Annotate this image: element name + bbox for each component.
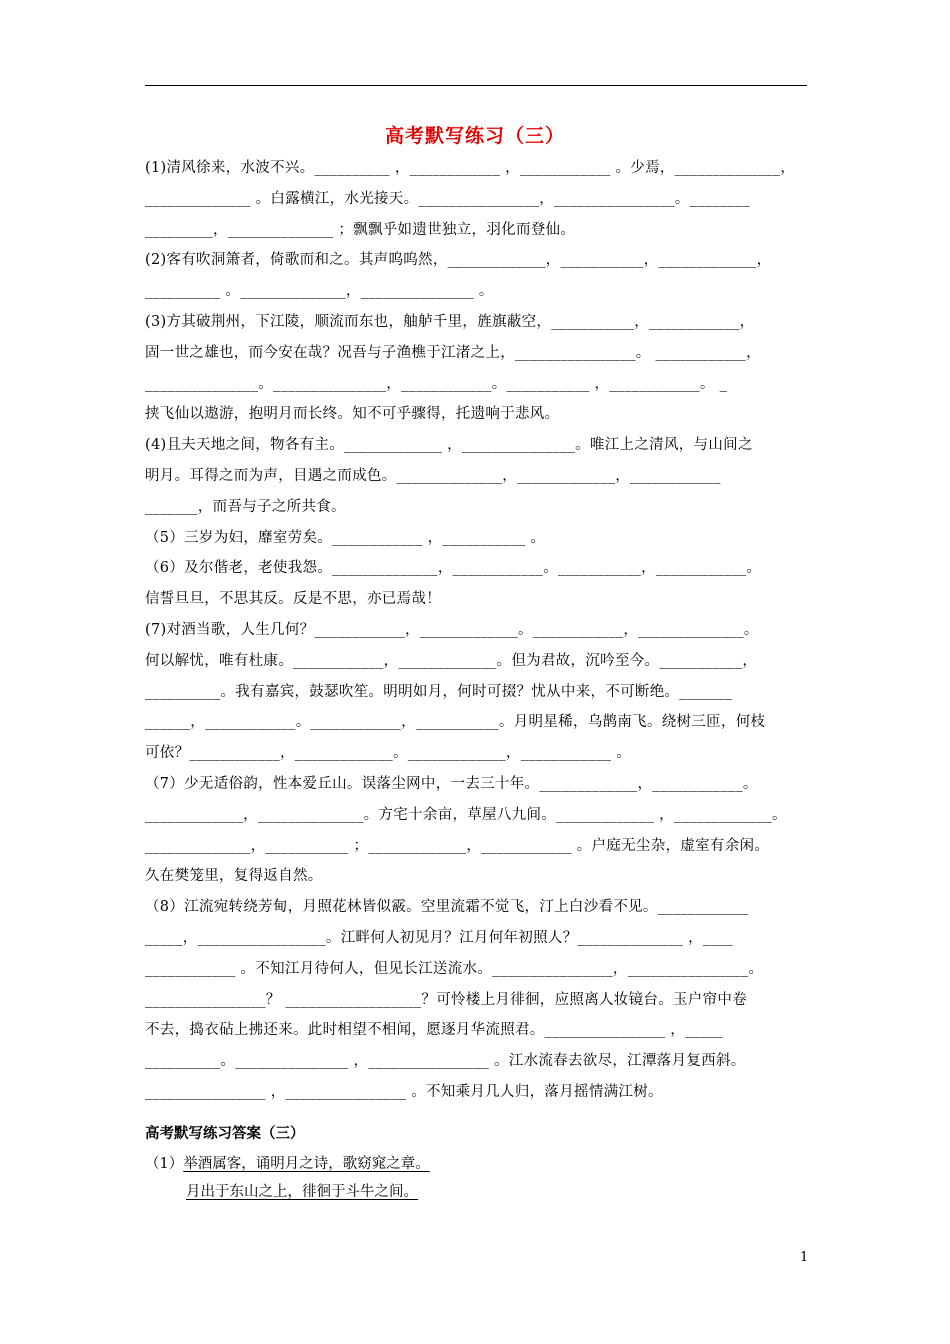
text-line: (3)方其破荆州，下江陵，顺流而东也，舳舻千里，旌旗蔽空，___________，____________， — [145, 313, 755, 330]
page-number: 1 — [800, 1250, 809, 1265]
answer-text: 月出于东山之上，徘徊于斗牛之间。 — [186, 1184, 418, 1200]
text-line: __________。_______________ ，________________ 。江水流春去欲尽，江潭落月复西斜。 — [145, 1053, 746, 1070]
text-line: 明月。耳得之而为声，目遇之而成色。______________，_____________，____________ — [145, 467, 721, 484]
text-line: （5）三岁为妇，靡室劳矣。____________ ，___________ 。 — [145, 529, 546, 546]
text-line: _______，而吾与子之所共食。 — [145, 498, 346, 515]
text-line: （7）少无适俗韵，性本爱丘山。误落尘网中，一去三十年。_____________，____________。 — [145, 775, 758, 792]
text-line: __________ 。______________，_______________ 。 — [145, 283, 494, 300]
text-line: （6）及尔偕老，老使我怨。______________，____________。___________，____________。 — [145, 560, 762, 577]
answer-item-1 — [145, 1152, 430, 1173]
page-title: 高考默写练习（三） — [384, 125, 565, 147]
text-line: 信誓旦旦，不思其反。反是不思，亦已焉哉！ — [145, 591, 441, 608]
text-line: 挟飞仙以遨游，抱明月而长终。知不可乎骤得，托遗响于悲风。 — [145, 406, 560, 423]
text-line: ________________？ __________________？可怜楼上月徘徊，应照离人妆镜台。玉户帘中卷 — [145, 991, 748, 1008]
text-line: 久在樊笼里，复得返自然。 — [145, 868, 323, 885]
answers-heading: 高考默写练习答案（三） — [145, 1126, 305, 1142]
text-line: 可依？____________，_____________。_____________，____________ 。 — [145, 745, 632, 762]
answer-label: （1） — [145, 1156, 184, 1172]
text-line: ______________，___________ ；_____________，____________ 。户庭无尘杂，虚室有余闲。 — [145, 837, 770, 854]
answer-text: 举酒属客，诵明月之诗，歌窈窕之章。 — [183, 1156, 430, 1172]
text-line: (4)且夫天地之间，物各有主。_____________ ，_______________。唯江上之清风，与山间之 — [145, 437, 753, 454]
text-line: 固一世之雄也，而今安在哉？况吾与子渔樵于江渚之上，________________。 ____________， — [145, 344, 761, 361]
text-line: __________。我有嘉宾，鼓瑟吹笙。明明如月，何时可掇？忧从中来，不可断绝。_______ — [145, 683, 733, 700]
text-line: ________________ ，________________ 。不知乘月几人归，落月摇情满江树。 — [145, 1083, 663, 1100]
text-line: 何以解忧，唯有杜康。____________，_____________。但为君故，沉吟至今。___________， — [145, 652, 758, 669]
text-line: _____，_________________。江畔何人初见月？江月何年初照人？______________ ，____ — [145, 929, 734, 946]
text-line: 不去，捣衣砧上拂还来。此时相望不相闻，愿逐月华流照君。________________ ，_____ — [145, 1022, 723, 1039]
text-line: ______________ 。白露横江，水光接天。________________，________________。________ — [145, 190, 751, 207]
header-rule — [145, 85, 807, 86]
text-line: (1)清风徐来，水波不兴。__________ ，____________ ，____________ 。少焉，______________， — [145, 160, 796, 176]
exercise-body — [145, 153, 807, 1108]
text-line: _________，______________ ；飘飘乎如遗世独立，羽化而登仙。 — [145, 221, 576, 238]
text-line: ____________ 。不知江月待何人，但见长江送流水。________________，________________。 — [145, 960, 764, 977]
text-line: （8）江流宛转绕芳甸，月照花林皆似霰。空里流霜不觉飞，汀上白沙看不见。____________ — [145, 899, 749, 916]
answer-item-1-continued — [186, 1180, 418, 1201]
text-line: _____________，______________。方宅十余亩，草屋八九间。_____________ ，_____________。 — [145, 806, 787, 823]
text-line: ______，____________。____________，___________。月明星稀，乌鹊南飞。绕树三匝，何枝 — [145, 714, 766, 731]
text-line: (7)对酒当歌，人生几何？____________，_____________。____________，______________。 — [145, 621, 759, 638]
text-line: _______________。_______________，____________。___________ ，____________。 _ — [145, 375, 728, 392]
text-line: (2)客有吹洞箫者，倚歌而和之。其声呜呜然，_____________，___________，_____________， — [145, 252, 772, 269]
